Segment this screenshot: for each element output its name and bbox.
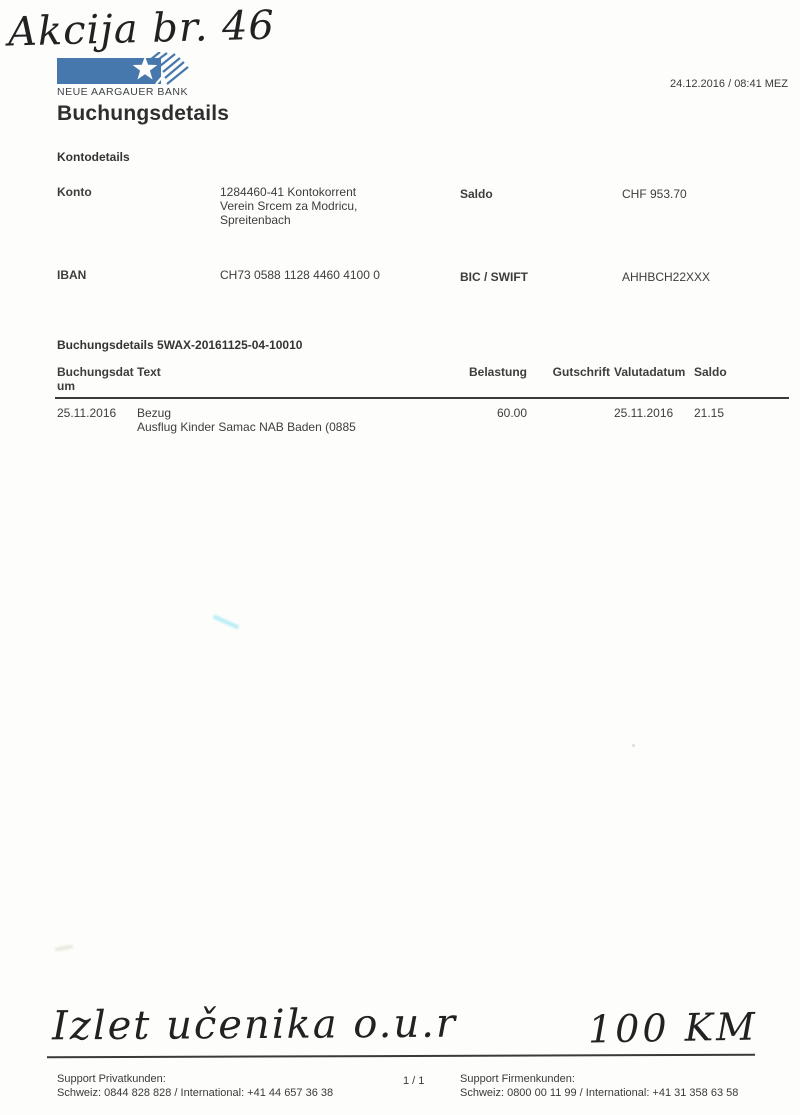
konto-value-line: 1284460-41 Kontokorrent [220, 185, 357, 199]
bank-logo-icon [57, 52, 192, 88]
scan-artifact [212, 614, 239, 629]
iban-label: IBAN [57, 268, 87, 282]
footer-private-support-title: Support Privatkunden: [57, 1073, 166, 1085]
column-header-gutschrift: Gutschrift [552, 365, 610, 379]
scan-timestamp: 24.12.2016 / 08:41 MEZ [669, 78, 788, 90]
handwritten-amount: 100 KM [587, 1004, 759, 1052]
handwritten-bottom-note: Izlet učenika o.u.r [51, 1000, 458, 1050]
column-header-saldo: Saldo [694, 365, 727, 379]
footer-business-support-phones: Schweiz: 0800 00 11 99 / International: +41 31 358 63 58 [460, 1087, 739, 1099]
saldo-label: Saldo [460, 187, 493, 201]
konto-label: Konto [57, 185, 92, 199]
cell-saldo: 21.15 [694, 406, 725, 420]
footer-business-support-title: Support Firmenkunden: [460, 1073, 575, 1085]
cell-text-line1: Bezug [137, 406, 172, 420]
cell-belastung: 60.00 [496, 406, 527, 420]
bank-name: NEUE AARGAUER BANK [57, 86, 188, 98]
konto-value-line: Verein Srcem za Modricu, [220, 199, 358, 213]
handwritten-underline [47, 1054, 755, 1058]
scan-artifact [632, 744, 635, 747]
handwritten-top-note: Akcija br. 46 [7, 2, 276, 56]
page-title: Buchungsdetails [57, 102, 230, 125]
bookings-section-title: Buchungsdetails 5WAX-20161125-04-10010 [57, 338, 303, 352]
table-header-divider [55, 397, 789, 399]
column-header-belastung: Belastung [468, 365, 527, 379]
footer-private-support-phones: Schweiz: 0844 828 828 / International: +41 44 657 36 38 [57, 1087, 334, 1099]
iban-value: CH73 0588 1128 4460 4100 0 [220, 268, 380, 282]
column-header-valutadatum: Valutadatum [614, 365, 686, 379]
cell-valutadatum: 25.11.2016 [614, 406, 674, 420]
column-header-buchungsdatum: Buchungsdatum [57, 365, 134, 393]
cell-text [137, 406, 356, 434]
saldo-value: CHF 953.70 [622, 187, 687, 201]
account-details-section-title: Kontodetails [57, 150, 130, 164]
scan-artifact [55, 944, 73, 951]
konto-value-line: Spreitenbach [220, 213, 291, 227]
cell-text-line2: Ausflug Kinder Samac NAB Baden (0885 [137, 420, 356, 434]
bic-swift-value: AHHBCH22XXX [622, 270, 711, 284]
cell-buchungsdatum: 25.11.2016 [57, 406, 117, 420]
column-header-text: Text [137, 365, 161, 379]
konto-value [220, 185, 357, 227]
footer-business-support [460, 1072, 738, 1100]
bic-swift-label: BIC / SWIFT [460, 270, 528, 284]
footer-private-support [57, 1072, 333, 1100]
page-number: 1 / 1 [403, 1075, 425, 1087]
